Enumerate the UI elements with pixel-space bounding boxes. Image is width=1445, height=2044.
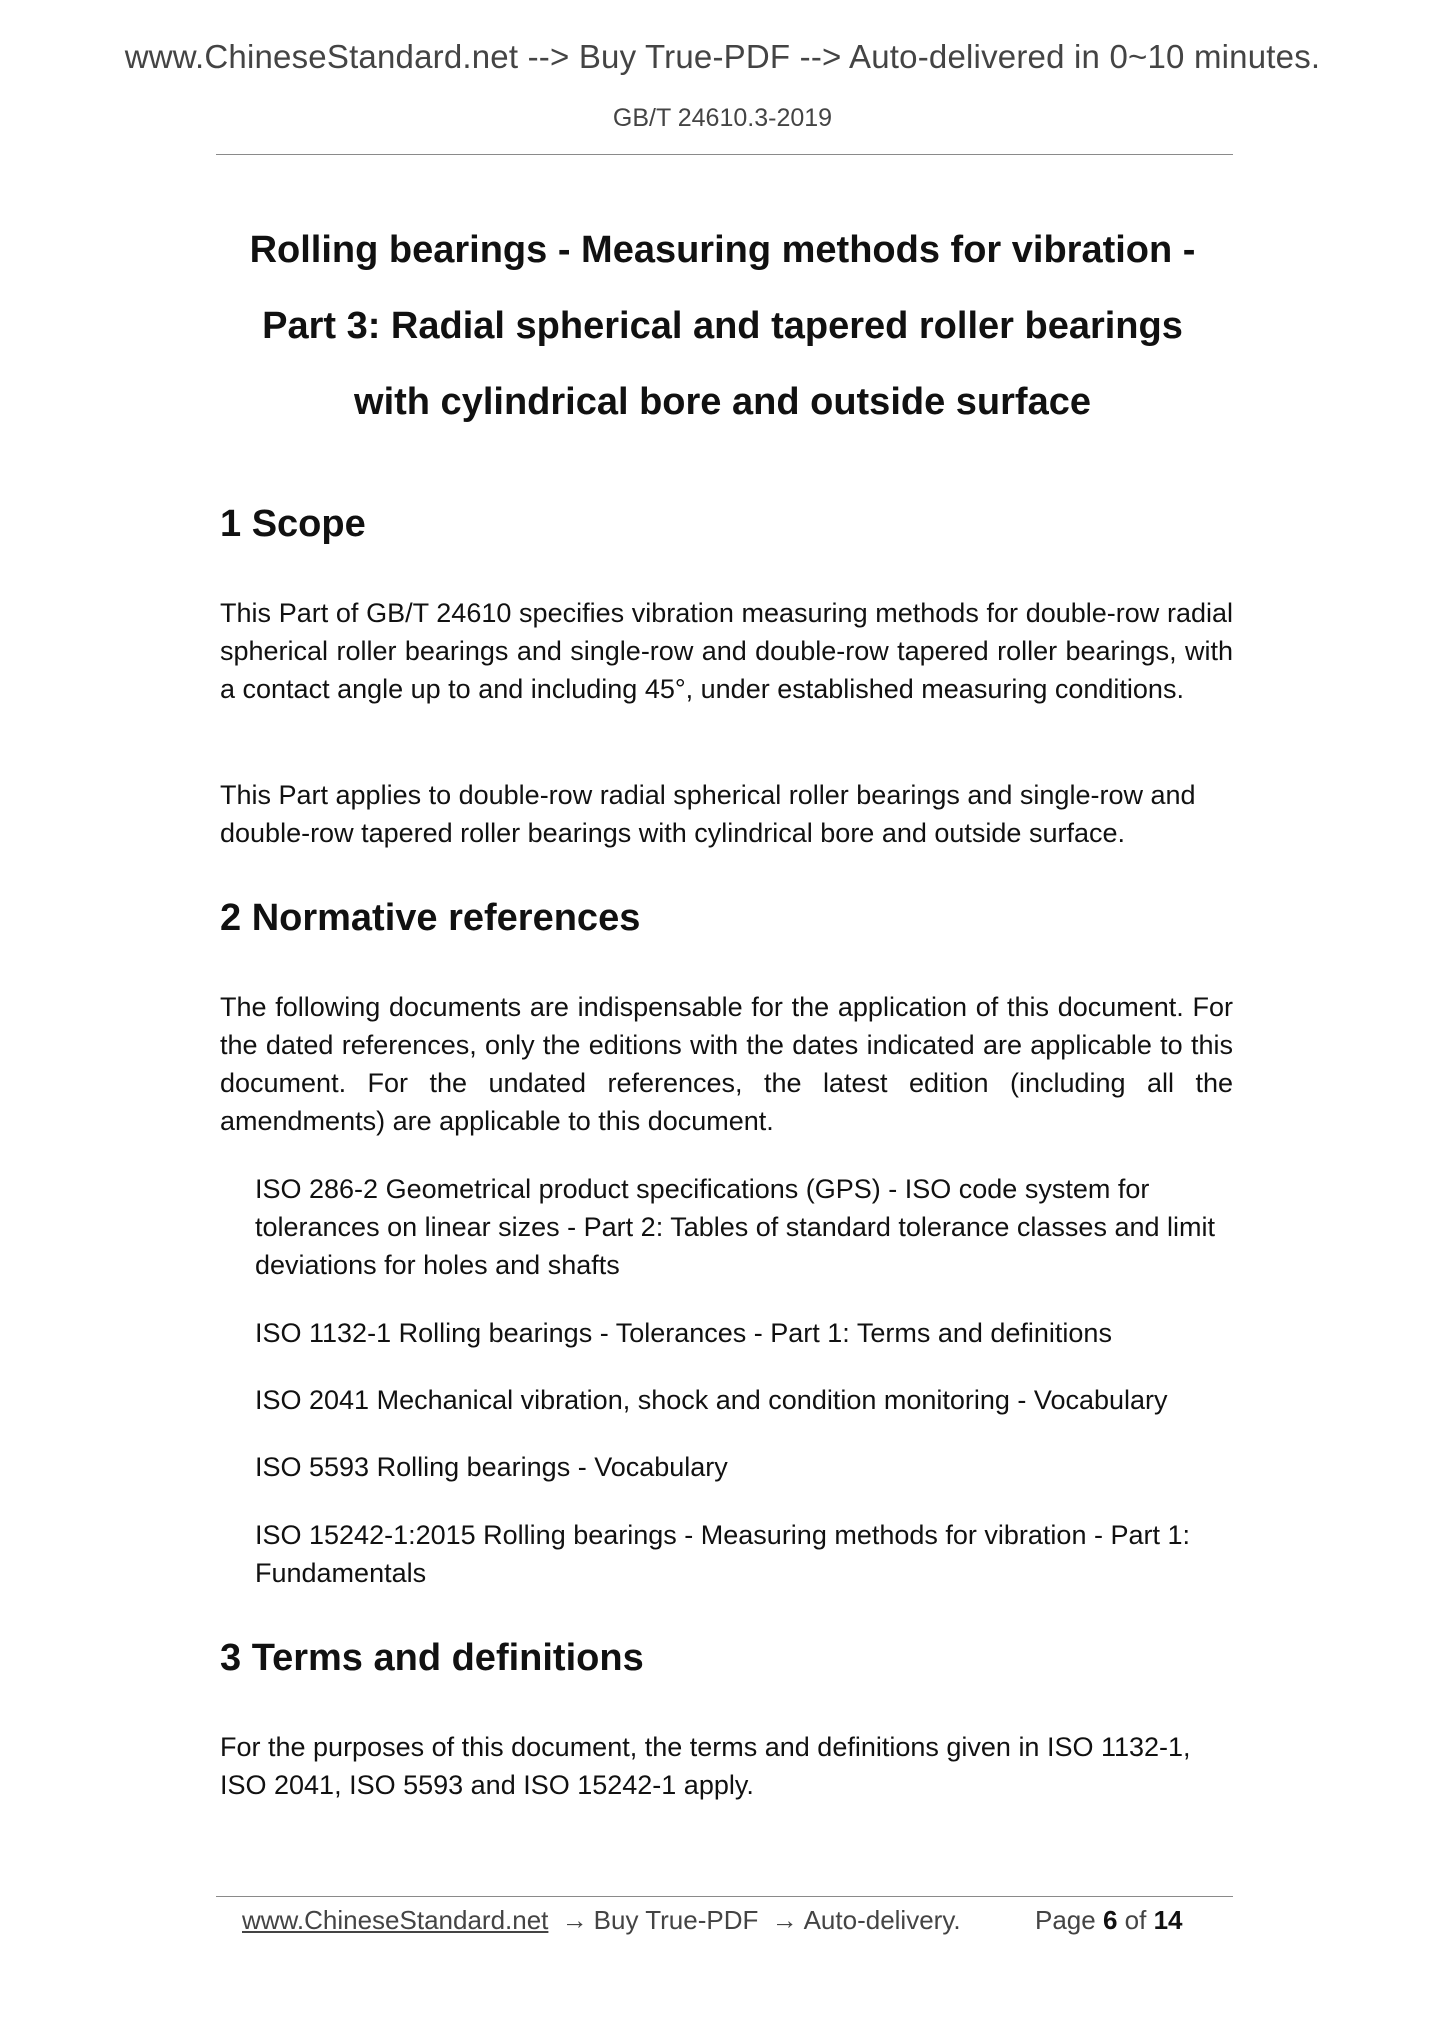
right-arrow-icon: → [771, 1905, 798, 1935]
footer-delivery-text: Auto-delivery. [803, 1905, 961, 1935]
total-page-count: 14 [1153, 1905, 1183, 1935]
section-heading-normative-references: 2 Normative references [220, 897, 641, 939]
page-indicator [1035, 1905, 1183, 1936]
section-heading-terms-and-definitions: 3 Terms and definitions [220, 1637, 644, 1679]
reference-iso-1132-1: ISO 1132-1 Rolling bearings - Tolerances - Part 1: Terms and definitions [255, 1318, 1112, 1348]
reference-iso-5593: ISO 5593 Rolling bearings - Vocabulary [255, 1452, 728, 1482]
header-divider [216, 154, 1233, 155]
reference-iso-2041: ISO 2041 Mechanical vibration, shock and condition monitoring - Vocabulary [255, 1385, 1168, 1415]
page-label: Page [1035, 1905, 1096, 1935]
footer-divider [216, 1896, 1233, 1897]
right-arrow-icon: → [561, 1905, 588, 1935]
of-label: of [1124, 1905, 1147, 1935]
scope-paragraph-1: This Part of GB/T 24610 specifies vibration measuring methods for double-row radial spherical roller bearings and single-row and double-row tapered roller bearings, with a contact angle up to and including 45°, under established measuring conditions. [220, 598, 1233, 704]
normative-intro-paragraph: The following documents are indispensable for the application of this document. For the dated references, only the editions with the dates indicated are applicable to this document. For the undated references, the latest edition (including all the amendments) are applicable to this document. [220, 992, 1233, 1136]
standard-code: GB/T 24610.3-2019 [612, 104, 833, 132]
current-page-number: 6 [1102, 1905, 1118, 1935]
header-banner[interactable]: www.ChineseStandard.net --> Buy True-PDF --> Auto-delivered in 0~10 minutes. [124, 38, 1321, 75]
footer-buy-text: Buy True-PDF [593, 1905, 759, 1935]
footer-site-link[interactable]: www.ChineseStandard.net [242, 1905, 549, 1935]
document-title [180, 212, 1265, 440]
title-line-2: Part 3: Radial spherical and tapered roller bearings [262, 305, 1183, 347]
title-line-1: Rolling bearings - Measuring methods for vibration - [249, 229, 1196, 271]
title-line-3: with cylindrical bore and outside surface [354, 381, 1091, 423]
section-heading-scope: 1 Scope [220, 503, 366, 545]
reference-iso-286-2: ISO 286-2 Geometrical product specifications (GPS) - ISO code system for tolerances on linear sizes - Part 2: Tables of standard tolerance classes and limit deviations for holes and shafts [255, 1174, 1215, 1280]
terms-paragraph: For the purposes of this document, the terms and definitions given in ISO 1132-1, ISO 2041, ISO 5593 and ISO 15242-1 apply. [220, 1732, 1191, 1800]
footer-purchase-line [242, 1905, 961, 1936]
reference-iso-15242-1: ISO 15242-1:2015 Rolling bearings - Measuring methods for vibration - Part 1: Fundamentals [255, 1520, 1190, 1588]
scope-paragraph-2: This Part applies to double-row radial spherical roller bearings and single-row and double-row tapered roller bearings with cylindrical bore and outside surface. [220, 780, 1196, 848]
